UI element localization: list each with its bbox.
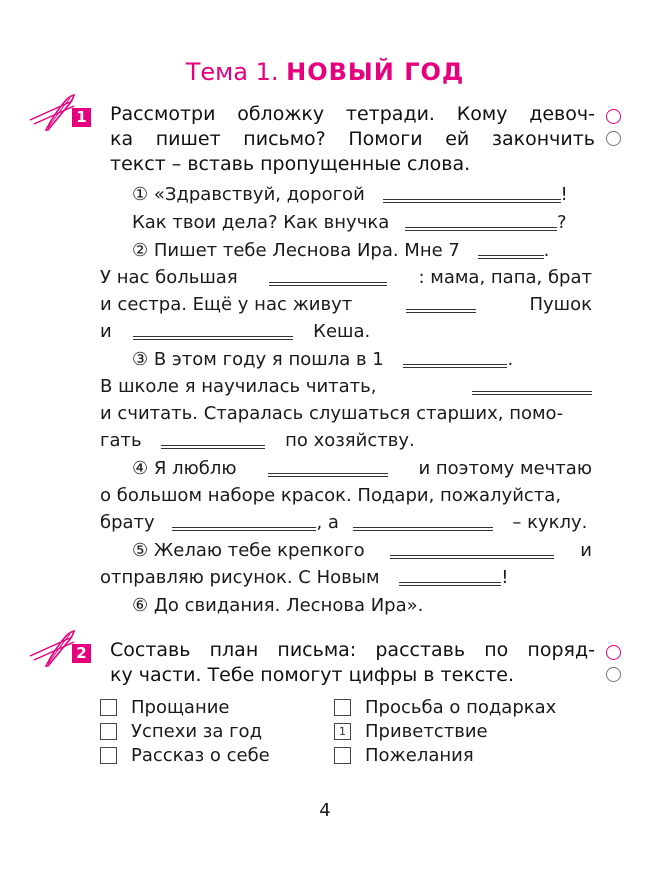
letter-line-2: Как твои дела? Как внучка ?: [132, 212, 567, 233]
task-2-line-2: ку части. Тебе помогут цифры в тексте.: [110, 664, 514, 686]
order-box[interactable]: 1: [334, 723, 351, 740]
letter-line-8: В школе я научилась читать,: [100, 376, 592, 397]
self-check-circle-gray[interactable]: [606, 131, 621, 146]
letter-line-1: ① «Здравствуй, дорогой !: [132, 184, 568, 205]
answer-blank-2[interactable]: [405, 213, 557, 228]
page-title: [0, 58, 650, 86]
letter-line-14: ⑤ Желаю тебе крепкого и: [132, 540, 592, 561]
answer-blank-12[interactable]: [353, 513, 493, 528]
letter-line-13: брату , а – куклу.: [100, 512, 588, 533]
self-check-circle-pink[interactable]: [606, 109, 621, 124]
task-number-2: 2: [72, 644, 91, 663]
answer-blank-5[interactable]: [406, 295, 476, 310]
plan-option: 1 Приветствие: [334, 721, 488, 742]
order-box[interactable]: [334, 747, 351, 764]
order-box[interactable]: [100, 699, 117, 716]
letter-line-15: отправляю рисунок. С Новым !: [100, 567, 509, 588]
letter-line-7: ③ В этом году я пошла в 1 .: [132, 349, 514, 370]
plan-option: Пожелания: [334, 745, 474, 766]
plan-option: Просьба о подарках: [334, 697, 556, 718]
task-1-line-3: текст – вставь пропущенные слова.: [110, 153, 471, 175]
self-check-circle-pink[interactable]: [606, 645, 621, 660]
task-2-instruction: [110, 638, 595, 688]
plan-option: Успехи за год: [100, 721, 262, 742]
task-1-line-2: ка пишет письмо? Помоги ей закончить: [110, 128, 595, 150]
plan-option: Прощание: [100, 697, 230, 718]
theme-title: НОВЫЙ ГОД: [286, 58, 465, 86]
letter-line-9: и считать. Старалась слушаться старших, помо-: [100, 403, 564, 424]
answer-blank-10[interactable]: [268, 459, 388, 474]
task-number-1: 1: [72, 108, 91, 127]
letter-line-4: У нас большая : мама, папа, брат: [100, 267, 592, 288]
letter-line-3: ② Пишет тебе Леснова Ира. Мне 7 .: [132, 240, 550, 261]
answer-blank-3[interactable]: [478, 241, 544, 256]
letter-line-12: о большом наборе красок. Подари, пожалуйста,: [100, 485, 562, 506]
letter-line-11: ④ Я люблю и поэтому мечтаю: [132, 458, 592, 479]
answer-blank-1[interactable]: [383, 185, 561, 200]
theme-label: Тема 1.: [185, 58, 279, 86]
page-number: 4: [319, 800, 331, 821]
answer-blank-13[interactable]: [390, 541, 554, 556]
self-check-circle-gray[interactable]: [606, 667, 621, 682]
task-2-line-1: Составь план письма: расставь по поряд-: [110, 639, 595, 661]
answer-blank-6[interactable]: [133, 322, 293, 337]
order-box[interactable]: [334, 699, 351, 716]
answer-blank-4[interactable]: [269, 268, 387, 283]
order-box[interactable]: [100, 747, 117, 764]
order-box[interactable]: [100, 723, 117, 740]
task-1-instruction: [110, 102, 595, 177]
letter-line-6: и Кеша.: [100, 321, 371, 342]
plan-option: Рассказ о себе: [100, 745, 270, 766]
task-1-line-1: Рассмотри обложку тетради. Кому девоч-: [110, 103, 595, 125]
answer-blank-11[interactable]: [172, 513, 316, 528]
answer-blank-9[interactable]: [161, 431, 265, 446]
letter-line-16: ⑥ До свидания. Леснова Ира».: [132, 595, 424, 616]
letter-line-5: и сестра. Ещё у нас живут Пушок: [100, 294, 592, 315]
letter-line-10: гать по хозяйству.: [100, 430, 415, 451]
answer-blank-14[interactable]: [399, 568, 501, 583]
answer-blank-8[interactable]: [472, 377, 592, 392]
answer-blank-7[interactable]: [403, 350, 507, 365]
